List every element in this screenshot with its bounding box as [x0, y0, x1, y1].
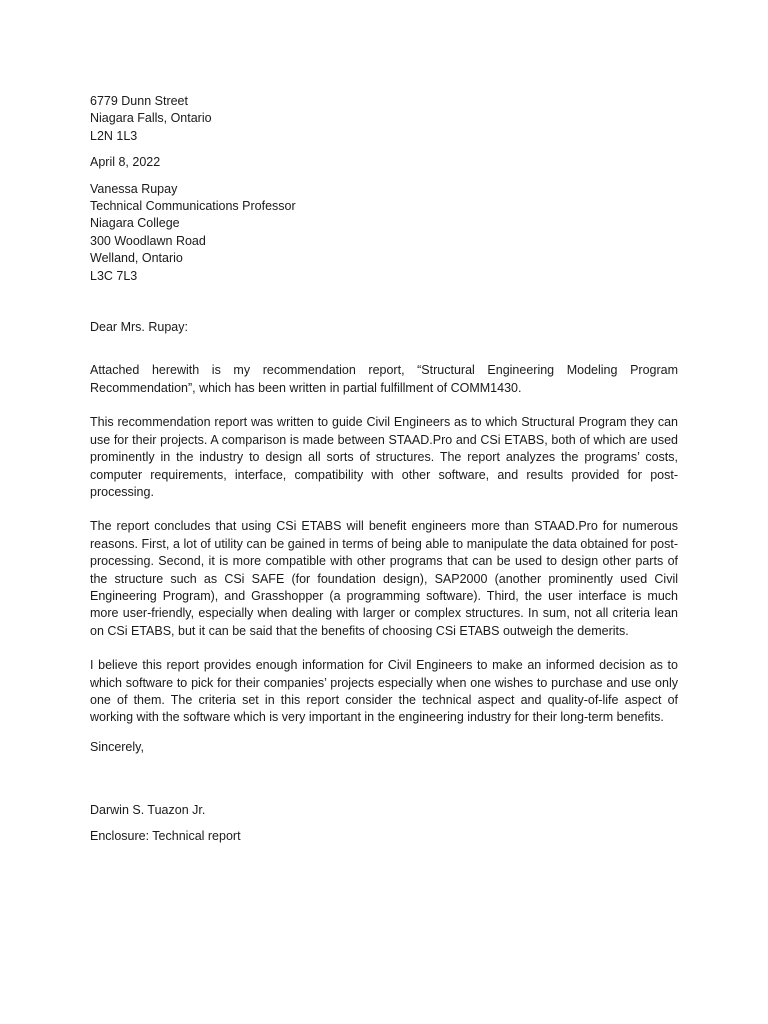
recipient-title: Technical Communications Professor — [90, 199, 296, 214]
paragraph-purpose: This recommendation report was written to guide Civil Engineers as to which Structural Program they can use for their projects. A comparison is made between STAAD.Pro and CSi ETABS, both of which are used prominently in the industry to design all sorts of structures. The report analyzes the programs’ costs, computer requirements, interface, compatibility with other software, and results provided for post-processing. — [90, 415, 678, 499]
recipient-name: Vanessa Rupay — [90, 181, 178, 196]
date-text: April 8, 2022 — [90, 155, 161, 170]
sender-city: Niagara Falls, Ontario — [90, 111, 212, 126]
paragraph-intro: Attached herewith is my recommendation report, “Structural Engineering Modeling Program Recommendation”, which has been written in partial fulfillment of COMM1430. — [90, 363, 678, 395]
recipient-organization: Niagara College — [90, 216, 180, 231]
recipient-address — [90, 181, 678, 285]
complimentary-close: Sincerely, — [90, 740, 144, 755]
sender-address — [90, 93, 678, 145]
signature-name: Darwin S. Tuazon Jr. — [90, 802, 206, 817]
paragraph-conclusion: The report concludes that using CSi ETABS will benefit engineers more than STAAD.Pro for numerous reasons. First, a lot of utility can be gained in terms of being able to manipulate the data obtained for post-processing. Second, it is more compatible with other programs that can be used to design other parts of the structure such as CSi SAFE (for foundation design), SAP2000 (another prominently used Civil Engineering Program), and Grasshopper (a programming software). Third, the user interface is much more user-friendly, especially when dealing with larger or complex structures. In sum, not all criteria lean on CSi ETABS, but it can be said that the benefits of choosing CSi ETABS outweigh the demerits. — [90, 519, 678, 638]
salutation: Dear Mrs. Rupay: — [90, 320, 188, 335]
paragraph-closing-remarks: I believe this report provides enough information for Civil Engineers to make an informed decision as to which software to pick for their companies’ projects especially when one wishes to purchase and use only one of them. The criteria set in this report consider the technical aspect and quality-of-life aspect of working with the software which is very important in the engineering industry for their long-term benefits. — [90, 658, 678, 725]
enclosure-note: Enclosure: Technical report — [90, 829, 241, 844]
recipient-city: Welland, Ontario — [90, 251, 183, 266]
letter-date — [90, 154, 678, 171]
recipient-postal-code: L3C 7L3 — [90, 268, 138, 283]
sender-postal-code: L2N 1L3 — [90, 128, 138, 143]
sender-street: 6779 Dunn Street — [90, 94, 188, 108]
recipient-street: 300 Woodlawn Road — [90, 233, 206, 248]
cover-letter — [90, 93, 678, 846]
